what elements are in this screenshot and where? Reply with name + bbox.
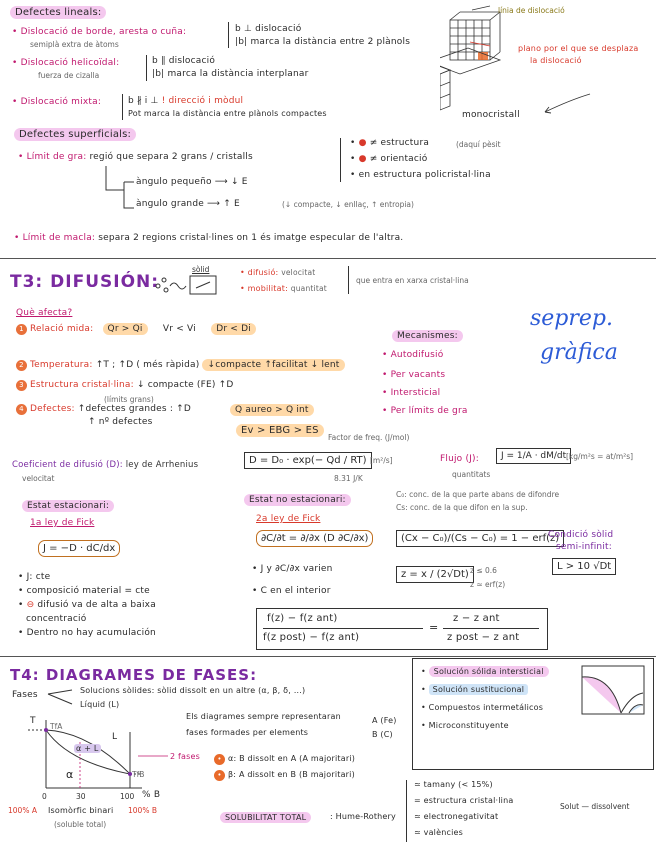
mixed-b1: b ∦ i ⊥ ! direcció i mòdul xyxy=(128,96,244,106)
mixed-b2: Pot marca la distància entre plànols compactes xyxy=(128,109,327,118)
fick2-formula: ∂C/∂t = ∂/∂x (D ∂C/∂x) xyxy=(256,530,373,547)
t4-title: T4: DIAGRAMES DE FASES: xyxy=(10,666,258,684)
grain-prop-3: • en estructura policristal·lina xyxy=(350,170,491,180)
edge-dislocation-sub: semiplà extra de àtoms xyxy=(30,40,119,49)
factor-size: 1 Relació mida: Qr > Qi Vr < Vi Dr < Di xyxy=(16,324,256,335)
mechanism-3: • Intersticial xyxy=(382,388,441,398)
right-item-1: • Solución sólida intersticial xyxy=(421,667,549,676)
classification-box xyxy=(412,658,654,770)
separator-t4 xyxy=(0,656,656,657)
flux-sub: quantitats xyxy=(452,470,491,479)
crystal-lattice-diagram xyxy=(440,2,656,152)
interp-den: f(z post) − f(z ant) xyxy=(263,632,360,643)
mixed-brace xyxy=(122,94,123,120)
right-item-3: • Compuestos intermetálicos xyxy=(421,703,544,712)
mechanisms-title: Mecanismes: xyxy=(392,330,463,342)
angle-small: àngulo pequeño ⟶ ↓ E xyxy=(136,177,248,187)
ns-b1: • J y ∂C/∂x varien xyxy=(252,564,333,574)
element-b: B (C) xyxy=(372,730,393,739)
q-highlight: Q aureo > Q int xyxy=(230,404,314,416)
erf-formula: (Cx − C₀)/(Cs − C₀) = 1 − erf(z) xyxy=(396,530,564,547)
mechanism-2: • Per vacants xyxy=(382,370,446,380)
c0-note: C₀: conc. de la que parte abans de difondre xyxy=(396,490,560,499)
factor-structure: 3 Estructura cristal·lina: ↓ compacte (FE) ↑D xyxy=(16,380,233,391)
screw-dislocation-sub: fuerza de cizalla xyxy=(38,71,100,80)
phases-arrows xyxy=(46,686,76,712)
factor-defects-b: ↑ nº defectes xyxy=(88,417,153,427)
tick-0: 0 xyxy=(42,792,47,801)
e-highlight: Ev > EBG > ES xyxy=(236,424,324,437)
two-phases-label: 2 fases xyxy=(170,752,201,761)
mobility-def: • mobilitat: quantitat xyxy=(240,284,327,293)
factor-temp: 2 Temperatura: ↑T ; ↑D ( més ràpida) ↓compacte ↑facilitat ↓ lent xyxy=(16,360,345,371)
steady-b2: • composició material = cte xyxy=(18,586,150,596)
interp-box xyxy=(256,608,548,650)
tick-100: 100 xyxy=(120,792,135,801)
isomorphic-sub: (soluble total) xyxy=(54,820,107,829)
diffusion-def: • difusió: velocitat xyxy=(240,268,316,277)
cond-label-1: Condició sòlid xyxy=(548,530,614,540)
region-l: L xyxy=(112,732,118,742)
interp-bar-left xyxy=(263,628,423,629)
steady-b3: • ⊖ difusió va de alta a baixa xyxy=(18,600,156,610)
arrhenius-units: [m²/s] xyxy=(370,456,393,465)
edge-dislocation-label: • Dislocació de borde, aresta o cuña: xyxy=(12,27,187,37)
tick-30: 30 xyxy=(76,792,86,801)
surface-defects-title: Defectes superficials: xyxy=(14,128,136,141)
edge-b1: b ⊥ dislocació xyxy=(235,24,302,34)
interp-right-num: z − z ant xyxy=(453,613,500,624)
steady-b3b: concentració xyxy=(26,614,87,624)
solid-solution-line: Solucions sòlides: sòlid dissolt en un altre (α, β, δ, …) xyxy=(80,686,306,695)
arrhenius-sub: velocitat xyxy=(22,474,55,483)
diagram-solid-label: sòlid xyxy=(192,265,210,274)
phases-label: Fases xyxy=(12,690,38,700)
hr-3: ≃ electronegativitat xyxy=(414,812,499,821)
cs-note: Cs: conc. de la que difon en la sup. xyxy=(396,503,528,512)
arrhenius-line: Coeficient de difusió (D): ley de Arrhenius xyxy=(12,460,199,470)
screw-b1: b ∥ dislocació xyxy=(152,56,216,66)
axis-percent-b: % B xyxy=(142,790,161,800)
monocristal-label: monocristall xyxy=(462,110,520,120)
flux-formula: J = 1/A · dM/dt xyxy=(496,448,571,464)
fick2-title: 2a ley de Fick xyxy=(256,514,321,524)
screw-dislocation-label: • Dislocació helicoïdal: xyxy=(12,58,120,68)
diagram-note-1: Els diagrames sempre representaran xyxy=(186,712,341,721)
z-note-2: z ≃ erf(z) xyxy=(470,580,506,589)
mechanism-1: • Autodifusió xyxy=(382,350,444,360)
right-item-4: • Microconstituyente xyxy=(421,721,509,730)
diagram-note-2: fases formades per elements xyxy=(186,728,309,737)
right-item-2: • Solución sustitucional xyxy=(421,685,528,694)
props-brace xyxy=(340,138,341,182)
grain-label: (daquí pèsit xyxy=(456,140,501,149)
edge-brace xyxy=(228,22,229,48)
interp-num: f(z) − f(z ant) xyxy=(267,613,338,624)
grain-limit-line: • Límit de gra: regió que separa 2 grans / cristalls xyxy=(18,152,253,162)
hume-rothery: : Hume-Rothery xyxy=(330,812,396,821)
interp-bar-right xyxy=(443,628,539,629)
flux-label: Flujo (J): xyxy=(440,454,479,464)
fick1-formula: J = −D · dC/dx xyxy=(38,540,120,557)
factor-defects-note: (límits grans) xyxy=(104,395,154,404)
solute-note: Solut — dissolvent xyxy=(560,802,630,811)
hr-1: ≃ tamany (< 15%) xyxy=(414,780,493,789)
hr-4: ≃ valències xyxy=(414,828,464,837)
angle-big: àngulo grande ⟶ ↑ E xyxy=(136,199,240,209)
mechanism-4: • Per límits de gra xyxy=(382,406,468,416)
isomorphic-label: Isomòrfic binari xyxy=(48,806,114,815)
cond-formula: L > 10 √Dt xyxy=(552,558,616,575)
steady-b4: • Dentro no hay acumulación xyxy=(18,628,156,638)
grain-prop-1: • ● ≠ estructura xyxy=(350,138,430,148)
screw-brace xyxy=(146,55,147,81)
non-steady-title: Estat no estacionari: xyxy=(244,494,351,506)
interp-right-den: z post − z ant xyxy=(447,632,520,643)
grain-prop-2: • ● ≠ orientació xyxy=(350,154,428,164)
arrhenius-formula: D = D₀ · exp(− Qd / RT) xyxy=(244,452,372,469)
crystal-plane-label-1: plano por el que se desplaza xyxy=(518,44,639,53)
factor-defects: 4 Defectes: ↑defectes grandes : ↑D xyxy=(16,404,191,415)
factor-note: Factor de freq. (J/mol) xyxy=(328,433,410,442)
tfb-label: TfB xyxy=(132,770,145,779)
region-alpha: α xyxy=(66,768,74,781)
steady-state-title: Estat estacionari: xyxy=(22,500,114,512)
ns-b2: • C en el interior xyxy=(252,586,331,596)
microstructure-sketch xyxy=(581,665,645,715)
interp-eq: = xyxy=(429,621,439,634)
screw-b2: |b| marca la distància interplanar xyxy=(152,69,309,79)
axis-t-label: T xyxy=(30,716,36,726)
element-a: A (Fe) xyxy=(372,716,397,725)
cond-label-2: semi-infinit: xyxy=(556,542,612,552)
diffusion-brace-note: que entra en xarxa cristal·lina xyxy=(356,276,469,285)
crystal-plane-label-2: la dislocació xyxy=(530,56,582,65)
crystal-top-label: línia de dislocació xyxy=(498,6,565,15)
region-alpha-l: α + L xyxy=(76,744,99,753)
pct-a: 100% A xyxy=(8,806,37,815)
z-note-1: z ≤ 0.6 xyxy=(470,566,497,575)
fick1-title: 1a ley de Fick xyxy=(30,518,95,528)
blue-note-2: gràfica xyxy=(540,340,618,365)
hr-2: = estructura cristal·lina xyxy=(414,796,514,805)
hume-brace xyxy=(406,780,407,842)
pct-b: 100% B xyxy=(128,806,157,815)
what-affects-heading: Què afecta? xyxy=(16,308,73,318)
total-solubility: SOLUBILITAT TOTAL xyxy=(220,812,311,823)
t3-title: T3: DIFUSIÓN: xyxy=(10,272,160,292)
diffusion-brace xyxy=(348,266,349,294)
alpha-note: • α: B dissolt en A (A majoritari) xyxy=(214,754,355,765)
angle-big-note: (↓ compacte, ↓ enllaç, ↑ entropia) xyxy=(282,200,414,209)
edge-b2: |b| marca la distància entre 2 plànols xyxy=(235,37,411,47)
z-formula: z = x / (2√Dt) xyxy=(396,566,474,583)
separator-t3 xyxy=(0,258,656,259)
macla-line: • Límit de macla: separa 2 regions cristal·lines on 1 és imatge especular de l'altra. xyxy=(14,233,404,243)
mixed-dislocation-label: • Dislocació mixta: xyxy=(12,97,102,107)
steady-b1: • J: cte xyxy=(18,572,51,582)
lineal-defects-title: Defectes lineals: xyxy=(10,6,106,19)
liquid-line: Líquid (L) xyxy=(80,700,120,709)
beta-note: • β: A dissolt en B (B majoritari) xyxy=(214,770,355,781)
blue-note-1: seprep. xyxy=(530,306,614,331)
diffusion-sketch xyxy=(152,264,222,298)
tfa-label: TfA xyxy=(50,722,63,731)
flux-units: [kg/m²s = at/m²s] xyxy=(566,452,634,461)
r-note: 8.31 J/K xyxy=(334,474,363,483)
